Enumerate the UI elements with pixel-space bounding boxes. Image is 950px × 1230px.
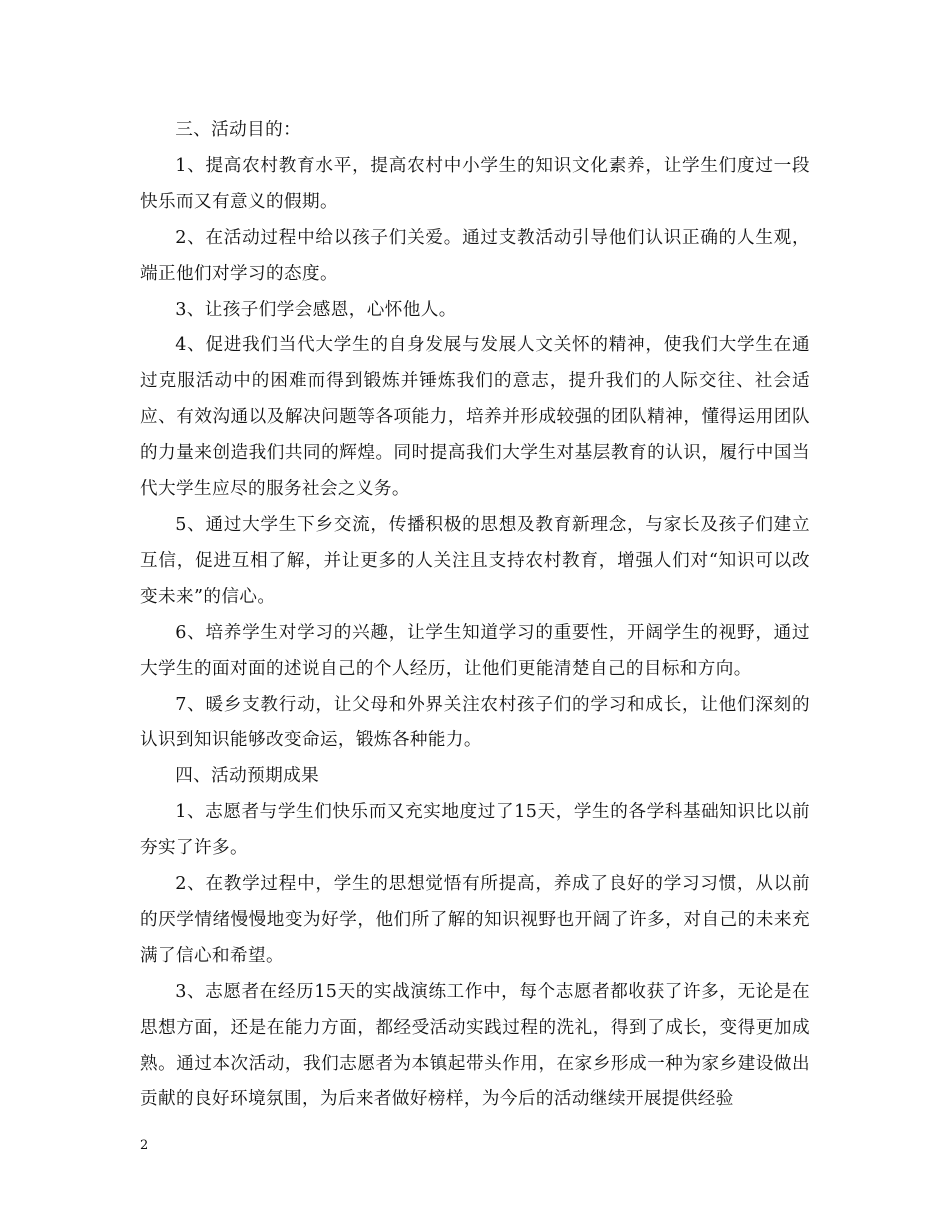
- document-body: [140, 113, 810, 1118]
- paragraph: 6、培养学生对学习的兴趣，让学生知道学习的重要性，开阔学生的视野，通过大学生的面对面的述说自己的个人经历，让他们更能清楚自己的目标和方向。: [140, 622, 810, 679]
- paragraph: 3、志愿者在经历15天的实战演练工作中，每个志愿者都收获了许多，无论是在思想方面，还是在能力方面，都经受活动实践过程的洗礼，得到了成长，变得更加成熟。通过本次活动，我们志愿者为本镇起带头作用，在家乡形成一种为家乡建设做出贡献的良好环境氛围，为后来者做好榜样，为今后的活动继续开展提供经验: [140, 981, 810, 1110]
- paragraph: 4、促进我们当代大学生的自身发展与发展人文关怀的精神，使我们大学生在通过克服活动中的困难而得到锻炼并锤炼我们的意志，提升我们的人际交往、社会适应、有效沟通以及解决问题等各项能力，培养并形成较强的团队精神，懂得运用团队的力量来创造我们共同的辉煌。同时提高我们大学生对基层教育的认识，履行中国当代大学生应尽的服务社会之义务。: [140, 335, 810, 500]
- page-number: 2: [140, 1138, 149, 1153]
- paragraph: 7、暖乡支教行动，让父母和外界关注农村孩子们的学习和成长，让他们深刻的认识到知识能够改变命运，锻炼各种能力。: [140, 694, 810, 751]
- paragraph: 1、提高农村教育水平，提高农村中小学生的知识文化素养，让学生们度过一段快乐而又有意义的假期。: [140, 155, 810, 212]
- paragraph: 2、在教学过程中，学生的思想觉悟有所提高，养成了良好的学习习惯，从以前的厌学情绪慢慢地变为好学，他们所了解的知识视野也开阔了许多，对自己的未来充满了信心和希望。: [140, 874, 810, 966]
- paragraph: 1、志愿者与学生们快乐而又充实地度过了15天，学生的各学科基础知识比以前夯实了许多。: [140, 802, 810, 859]
- paragraph: 5、通过大学生下乡交流，传播积极的思想及教育新理念，与家长及孩子们建立互信，促进互相了解，并让更多的人关注且支持农村教育，增强人们对“知识可以改变未来”的信心。: [140, 514, 810, 607]
- paragraph: 2、在活动过程中给以孩子们关爱。通过支教活动引导他们认识正确的人生观，端正他们对学习的态度。: [140, 227, 810, 284]
- paragraph: 3、让孩子们学会感恩，心怀他人。: [175, 299, 457, 320]
- section-heading-expected-results: 四、活动预期成果: [175, 766, 320, 787]
- section-heading-purpose: 三、活动目的：: [175, 120, 302, 140]
